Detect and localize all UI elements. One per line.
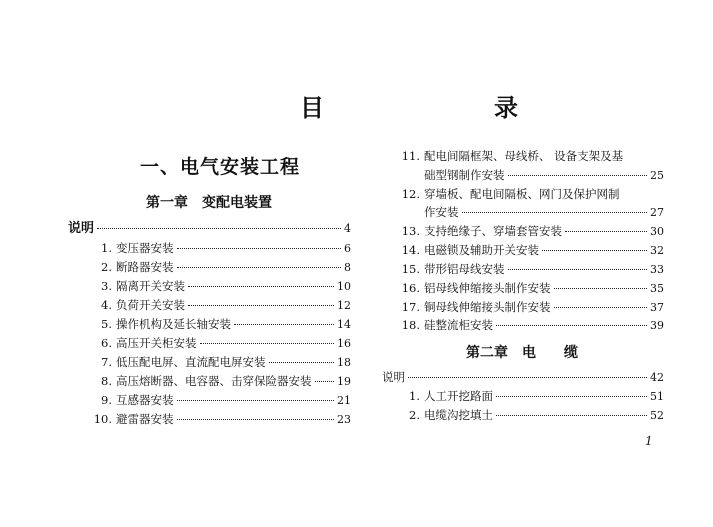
toc-entry-12-line2[interactable] — [424, 205, 664, 220]
leader-dots — [462, 212, 648, 213]
toc-entry-16[interactable] — [398, 281, 664, 296]
leader-dots — [508, 269, 648, 270]
leader-dots — [554, 288, 648, 289]
toc-label: 穿墙板、配电间隔板、网门及保护网制 — [424, 187, 620, 201]
toc-label: 操作机构及延长轴安装 — [116, 317, 231, 331]
page-number: 1 — [645, 434, 653, 448]
toc-page-number: 35 — [650, 282, 664, 295]
toc-number: 1. — [101, 241, 112, 255]
toc-label: 作安装 — [424, 205, 459, 219]
leader-dots — [315, 381, 335, 382]
chapter-1-heading — [146, 192, 272, 212]
toc-entry-17[interactable] — [398, 300, 664, 315]
toc-number: 12. — [401, 187, 420, 201]
toc-number: 7. — [101, 355, 112, 369]
leader-dots — [188, 286, 334, 287]
toc-label: 电磁锁及辅助开关安装 — [424, 243, 539, 257]
toc-page-number: 23 — [337, 413, 351, 426]
chapter-1-number: 第一章 — [146, 195, 188, 211]
leader-dots — [408, 377, 647, 378]
toc-entry-2[interactable] — [90, 260, 351, 275]
toc-page-number: 18 — [337, 356, 351, 369]
part-title: 一、电气安装工程 — [140, 156, 301, 178]
title-right: 录 — [494, 94, 520, 122]
toc-number: 9. — [101, 393, 112, 407]
toc-page-number: 21 — [337, 394, 351, 407]
toc-entry-13[interactable] — [398, 224, 664, 239]
leader-dots — [97, 228, 341, 229]
toc-page-number: 42 — [650, 371, 664, 384]
toc-label: 低压配电屏、直流配电屏安装 — [116, 355, 266, 369]
toc-label: 高压开关柜安装 — [116, 336, 197, 350]
toc-entry-6[interactable] — [90, 336, 351, 351]
toc-entry-1[interactable] — [90, 241, 351, 256]
toc-number: 4. — [101, 298, 112, 312]
chapter-2-title-part2: 缆 — [564, 345, 578, 361]
toc-label: 隔离开关安装 — [116, 279, 185, 293]
toc-page-number: 25 — [650, 169, 664, 182]
chapter-2-title-part1: 电 — [522, 345, 536, 361]
toc-number: 14. — [401, 243, 420, 257]
toc-number: 17. — [401, 300, 420, 314]
chapter-2-number: 第二章 — [466, 345, 508, 361]
leader-dots — [496, 415, 647, 416]
toc-number: 8. — [101, 374, 112, 388]
toc-label: 铜母线伸缩接头制作安装 — [424, 300, 551, 314]
toc-label: 说明 — [382, 370, 405, 384]
toc-label: 支持绝缘子、穿墙套管安装 — [424, 224, 562, 238]
toc-entry-15[interactable] — [398, 262, 664, 277]
toc-label: 础型钢制作安装 — [424, 168, 505, 182]
leader-dots — [508, 175, 648, 176]
toc-entry-4[interactable] — [90, 298, 351, 313]
toc-number: 11. — [401, 149, 420, 163]
leader-dots — [188, 305, 334, 306]
toc-page-number: 33 — [650, 263, 664, 276]
toc-number: 2. — [409, 408, 420, 422]
toc-page-number: 8 — [344, 261, 351, 274]
toc-number: 15. — [401, 262, 420, 276]
chapter-1-title: 变配电装置 — [202, 195, 272, 211]
leader-dots — [496, 325, 647, 326]
toc-number: 3. — [101, 279, 112, 293]
toc-entry-11-line1[interactable] — [398, 149, 623, 163]
toc-label: 变压器安装 — [116, 241, 174, 255]
toc-page-number: 10 — [337, 280, 351, 293]
toc-label: 铝母线伸缩接头制作安装 — [424, 281, 551, 295]
toc-entry-ch2-2[interactable] — [398, 408, 664, 423]
toc-label: 断路器安装 — [116, 260, 174, 274]
toc-label: 高压熔断器、电容器、击穿保险器安装 — [116, 374, 312, 388]
toc-entry-7[interactable] — [90, 355, 351, 370]
toc-page-number: 27 — [650, 206, 664, 219]
toc-label: 互感器安装 — [116, 393, 174, 407]
leader-dots — [177, 248, 342, 249]
toc-entry-9[interactable] — [90, 393, 351, 408]
toc-entry-ch2-1[interactable] — [398, 389, 664, 404]
toc-number: 1. — [409, 389, 420, 403]
leader-dots — [542, 250, 647, 251]
leader-dots — [177, 400, 335, 401]
toc-page-number: 14 — [337, 318, 351, 331]
toc-page-number: 32 — [650, 244, 664, 257]
toc-label: 避雷器安装 — [116, 412, 174, 426]
toc-page-number: 19 — [337, 375, 351, 388]
leader-dots — [234, 324, 334, 325]
toc-page-number: 16 — [337, 337, 351, 350]
leader-dots — [200, 343, 335, 344]
title-left: 目 — [300, 94, 326, 122]
toc-label: 配电间隔框架、母线桥、 设备支架及基 — [424, 149, 624, 163]
toc-label: 电缆沟挖填土 — [424, 408, 493, 422]
leader-dots — [496, 396, 647, 397]
toc-page-number: 4 — [344, 222, 351, 235]
toc-label: 硅整流柜安装 — [424, 318, 493, 332]
toc-entry-shuoming[interactable] — [68, 222, 351, 236]
toc-page-number: 52 — [650, 409, 664, 422]
page-title — [300, 88, 520, 123]
toc-label: 负荷开关安装 — [116, 298, 185, 312]
leader-dots — [565, 231, 647, 232]
toc-number: 2. — [101, 260, 112, 274]
toc-page-number: 37 — [650, 301, 664, 314]
toc-entry-14[interactable] — [398, 243, 664, 258]
toc-label: 带形铝母线安装 — [424, 262, 505, 276]
toc-number: 6. — [101, 336, 112, 350]
toc-entry-18[interactable] — [398, 318, 664, 333]
toc-entry-11-line2[interactable] — [424, 168, 664, 183]
toc-label: 人工开挖路面 — [424, 389, 493, 403]
leader-dots — [554, 307, 648, 308]
toc-number: 16. — [401, 281, 420, 295]
toc-number: 13. — [401, 224, 420, 238]
toc-entry-3[interactable] — [90, 279, 351, 294]
leader-dots — [269, 362, 335, 363]
leader-dots — [177, 419, 335, 420]
toc-page-number: 6 — [344, 242, 351, 255]
toc-page-number: 51 — [650, 390, 664, 403]
toc-entry-8[interactable] — [90, 374, 351, 389]
toc-entry-12-line1[interactable] — [398, 187, 620, 201]
toc-page-number: 30 — [650, 225, 664, 238]
toc-number: 10. — [93, 412, 112, 426]
leader-dots — [177, 267, 342, 268]
toc-page-number: 39 — [650, 319, 664, 332]
toc-entry-10[interactable] — [90, 412, 351, 427]
toc-number: 5. — [101, 317, 112, 331]
toc-entry-5[interactable] — [90, 317, 351, 332]
chapter-2-heading — [466, 342, 578, 362]
toc-number: 18. — [401, 318, 420, 332]
toc-label: 说明 — [68, 221, 95, 236]
toc-page-number: 12 — [337, 299, 351, 312]
toc-entry-shuoming-ch2[interactable] — [382, 370, 664, 385]
